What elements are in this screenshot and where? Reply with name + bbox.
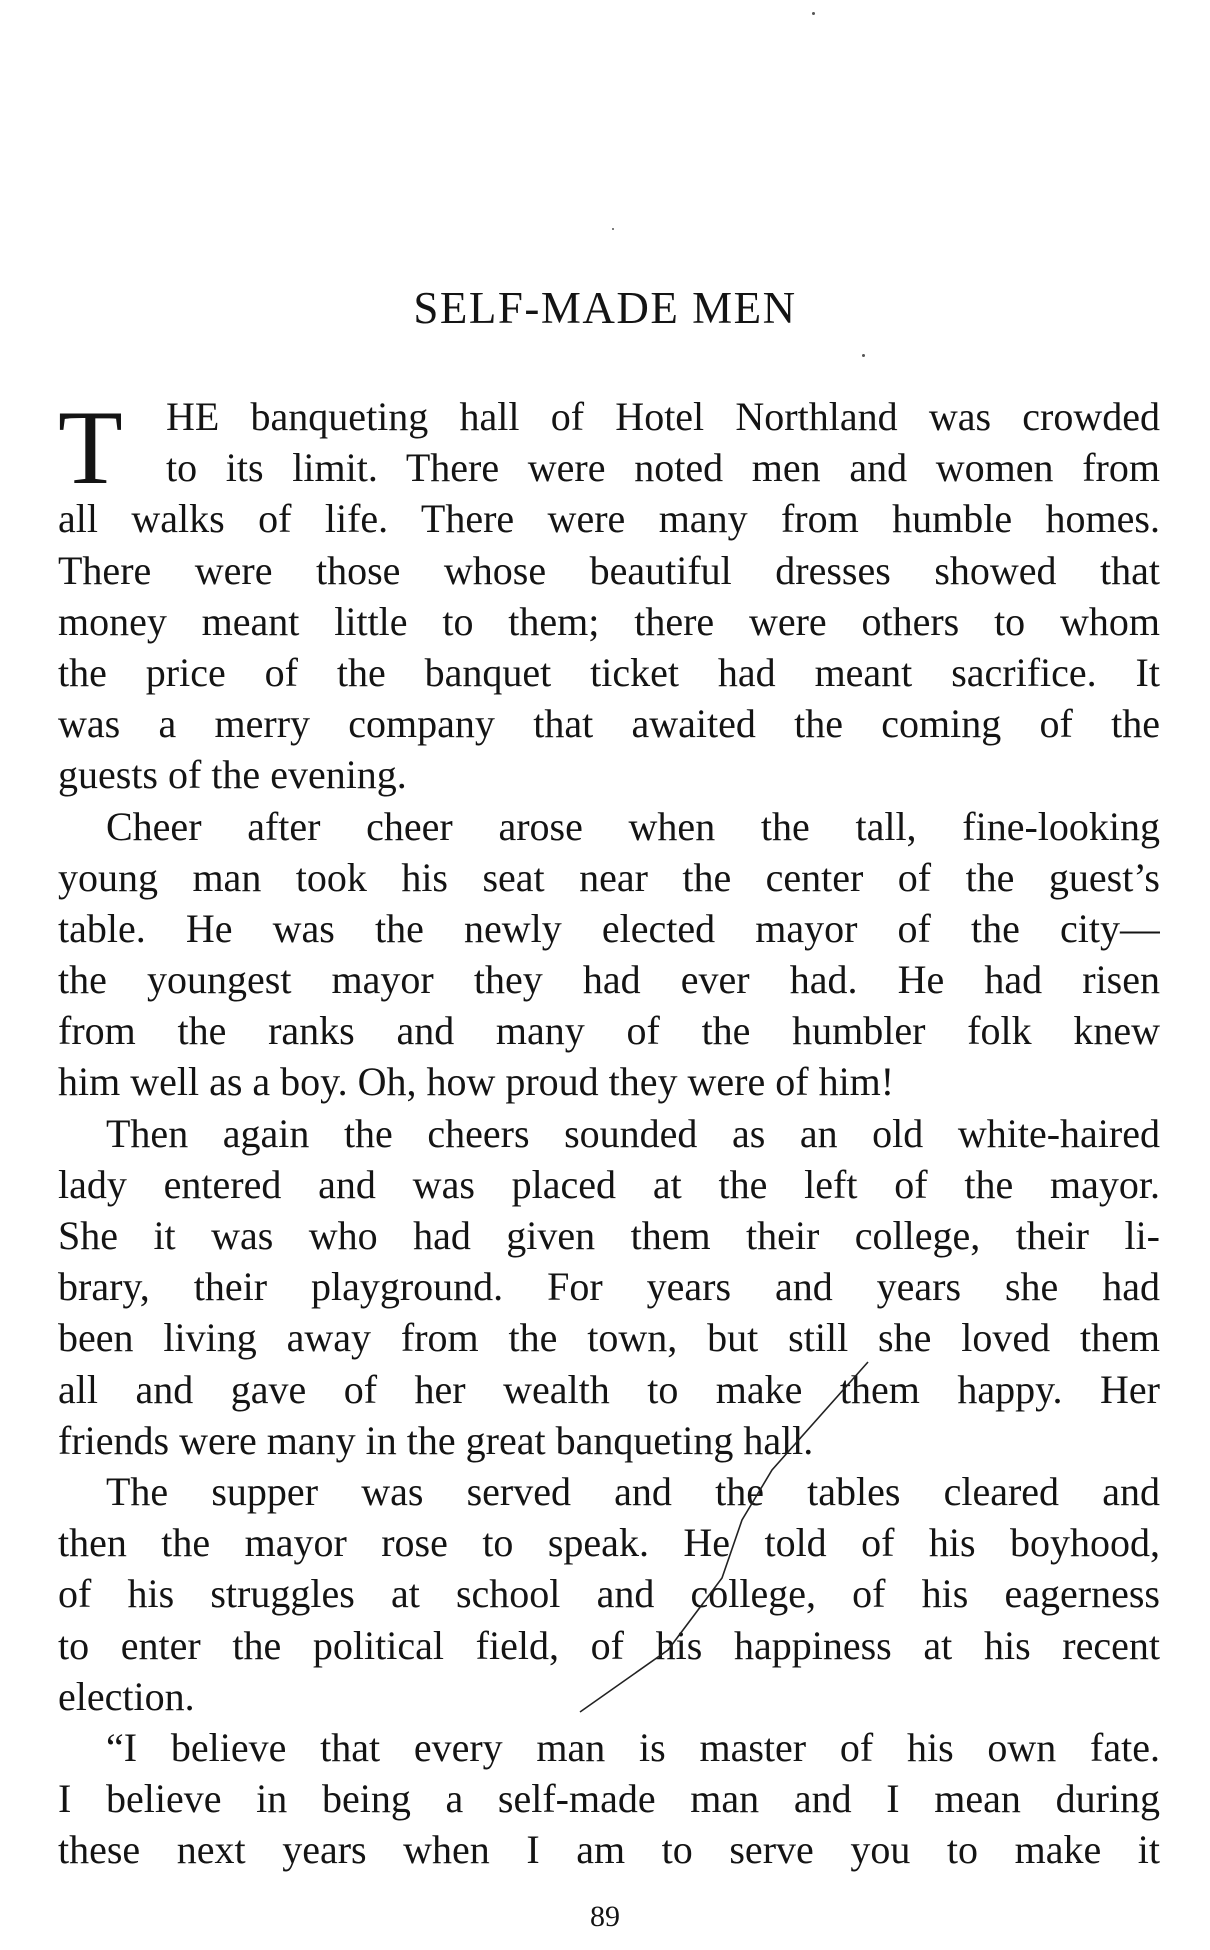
- text-line: There were those whose beautiful dresses showed that: [58, 547, 1160, 593]
- text-line: the price of the banquet ticket had meant sacrifice. It: [58, 649, 1160, 695]
- text-line: him well as a boy. Oh, how proud they were of him!: [58, 1059, 895, 1105]
- text-line: table. He was the newly elected mayor of the city—: [58, 905, 1160, 951]
- text-line: these next years when I am to serve you to make it: [58, 1827, 1160, 1873]
- text-line: She it was who had given them their college, their li-: [58, 1213, 1160, 1258]
- text-line: friends were many in the great banqueting hall.: [58, 1417, 814, 1463]
- page-number: 89: [590, 1900, 620, 1933]
- text-line: lady entered and was placed at the left of the mayor.: [58, 1161, 1160, 1207]
- paper-speck: [862, 354, 865, 357]
- text-line: HE banqueting hall of Hotel Northland was crowded: [166, 394, 1160, 439]
- text-line: then the mayor rose to speak. He told of his boyhood,: [58, 1520, 1160, 1566]
- paper-speck: [812, 12, 815, 15]
- body-text: [58, 391, 1160, 1875]
- text-line: Then again the cheers sounded as an old white-haired: [106, 1110, 1160, 1156]
- drop-cap: T: [58, 389, 123, 506]
- text-line: “I believe that every man is master of his own fate.: [106, 1724, 1160, 1770]
- text-line: to its limit. There were noted men and women from: [166, 445, 1160, 491]
- text-line: I believe in being a self-made man and I mean during: [58, 1776, 1160, 1822]
- text-line: to enter the political field, of his happiness at his recent: [58, 1622, 1160, 1668]
- text-line: all and gave of her wealth to make them happy. Her: [58, 1366, 1160, 1412]
- text-line: money meant little to them; there were others to whom: [58, 598, 1160, 644]
- text-line: been living away from the town, but still she loved them: [58, 1315, 1160, 1361]
- text-line: was a merry company that awaited the coming of the: [58, 701, 1160, 747]
- text-line: guests of the evening.: [58, 752, 407, 798]
- text-line: The supper was served and the tables cleared and: [106, 1468, 1160, 1514]
- text-line: of his struggles at school and college, of his eagerness: [58, 1571, 1160, 1617]
- chapter-title: SELF-MADE MEN: [413, 283, 797, 333]
- text-line: brary, their playground. For years and years she had: [58, 1264, 1160, 1310]
- text-line: young man took his seat near the center of the guest’s: [58, 854, 1160, 900]
- text-line: Cheer after cheer arose when the tall, fine-looking: [106, 803, 1160, 849]
- text-line: all walks of life. There were many from humble homes.: [58, 496, 1160, 542]
- text-line: election.: [58, 1673, 195, 1719]
- text-line: from the ranks and many of the humbler folk knew: [58, 1008, 1160, 1054]
- paper-speck: [612, 228, 614, 230]
- text-line: the youngest mayor they had ever had. He had risen: [58, 957, 1160, 1003]
